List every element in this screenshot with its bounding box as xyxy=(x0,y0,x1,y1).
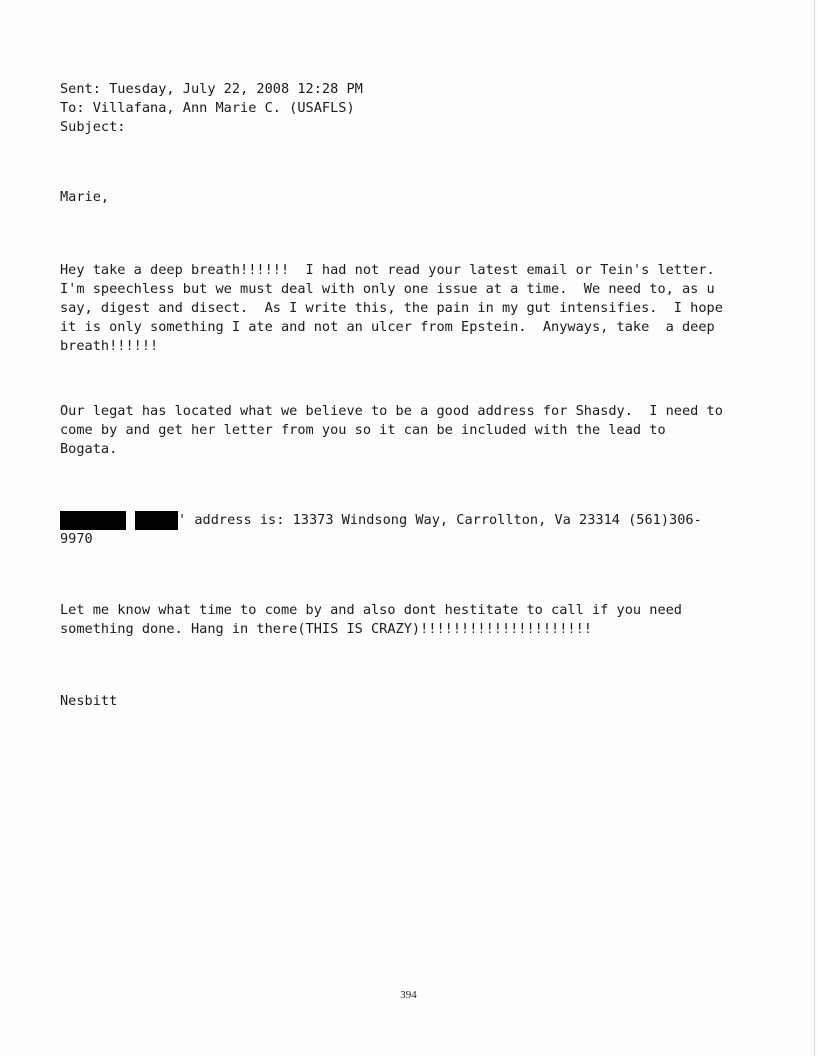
paragraph-1-line: I'm speechless but we must deal with only one issue at a time. We need to, as u xyxy=(60,281,715,297)
to-line: To: Villafana, Ann Marie C. (USAFLS) xyxy=(60,100,355,116)
paragraph-3-line: Let me know what time to come by and also dont hestitate to call if you need xyxy=(60,602,682,618)
page-number: 394 xyxy=(400,989,417,1001)
address-text: ' address is: 13373 Windsong Way, Carrollton, Va 23314 (561)306- xyxy=(178,512,702,528)
paragraph-1-line: breath!!!!!! xyxy=(60,338,159,354)
subject-line: Subject: xyxy=(60,119,126,135)
address-continuation: 9970 xyxy=(60,531,93,547)
sent-line: Sent: Tuesday, July 22, 2008 12:28 PM xyxy=(60,81,363,97)
paragraph-3 xyxy=(60,601,682,639)
paragraph-1-line: say, digest and disect. As I write this, the pain in my gut intensifies. I hope xyxy=(60,300,723,316)
paragraph-1 xyxy=(60,261,723,356)
paragraph-2-line: Our legat has located what we believe to be a good address for Shasdy. I need to xyxy=(60,403,723,419)
signature: Nesbitt xyxy=(60,693,118,709)
redaction-box xyxy=(135,511,178,530)
redaction-box xyxy=(60,511,126,530)
paragraph-2-line: come by and get her letter from you so it can be included with the lead to xyxy=(60,422,666,438)
scan-edge-line xyxy=(814,0,815,1056)
paragraph-3-line: something done. Hang in there(THIS IS CRAZY)!!!!!!!!!!!!!!!!!!!!! xyxy=(60,621,592,637)
paragraph-2-line: Bogata. xyxy=(60,441,118,457)
email-header xyxy=(60,80,363,137)
paragraph-2 xyxy=(60,402,723,459)
paragraph-1-line: it is only something I ate and not an ulcer from Epstein. Anyways, take a deep xyxy=(60,319,715,335)
paragraph-1-line: Hey take a deep breath!!!!!! I had not read your latest email or Tein's letter. xyxy=(60,262,715,278)
address-block xyxy=(60,511,702,549)
salutation: Marie, xyxy=(60,189,110,205)
